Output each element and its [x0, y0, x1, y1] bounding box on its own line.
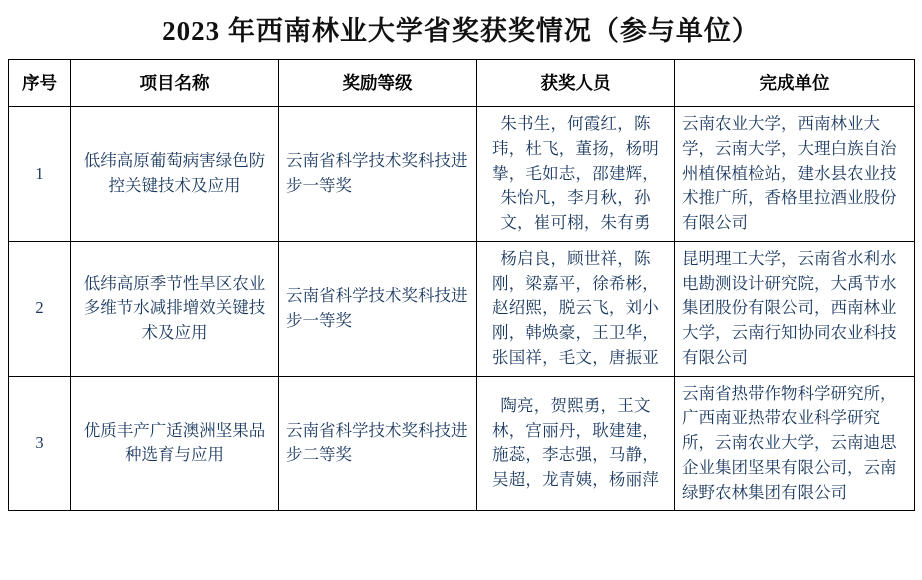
page-title: 2023 年西南林业大学省奖获奖情况（参与单位）: [162, 16, 760, 46]
table-header-row: [9, 60, 915, 107]
column-header-index: 序号: [9, 60, 71, 107]
cell-project: 优质丰产广适澳洲坚果品种选育与应用: [71, 376, 279, 511]
cell-index: 2: [9, 241, 71, 376]
cell-people: 陶亮，贺熙勇，王文林，宫丽丹，耿建建，施蕊，李志强，马静，吴超，龙青姨，杨丽萍: [477, 376, 675, 511]
table-row: [9, 107, 915, 242]
cell-project: 低纬高原葡萄病害绿色防控关键技术及应用: [71, 107, 279, 242]
cell-organizations: 云南农业大学，西南林业大学，云南大学，大理白族自治州植保植检站，建水县农业技术推广所，香格里拉酒业股份有限公司: [675, 107, 915, 242]
table-row: [9, 376, 915, 511]
cell-project: 低纬高原季节性旱区农业多维节水减排增效关键技术及应用: [71, 241, 279, 376]
column-header-level: 奖励等级: [279, 60, 477, 107]
cell-people: 朱书生，何霞红，陈玮，杜飞，董扬，杨明挚，毛如志，邵建辉，朱怡凡，李月秋，孙文，崔可栩，朱有勇: [477, 107, 675, 242]
column-header-organizations: 完成单位: [675, 60, 915, 107]
cell-index: 1: [9, 107, 71, 242]
cell-level: 云南省科学技术奖科技进步一等奖: [279, 241, 477, 376]
cell-organizations: 云南省热带作物科学研究所，广西南亚热带农业科学研究所，云南农业大学，云南迪思企业集团坚果有限公司，云南绿野农林集团有限公司: [675, 376, 915, 511]
cell-level: 云南省科学技术奖科技进步二等奖: [279, 376, 477, 511]
cell-level: 云南省科学技术奖科技进步一等奖: [279, 107, 477, 242]
table-row: [9, 241, 915, 376]
award-table: [8, 59, 915, 511]
cell-index: 3: [9, 376, 71, 511]
table-body: [9, 107, 915, 511]
cell-people: 杨启良，顾世祥，陈刚，梁嘉平，徐希彬，赵绍熙，脱云飞，刘小刚，韩焕豪，王卫华，张国祥，毛文，唐振亚: [477, 241, 675, 376]
cell-organizations: 昆明理工大学，云南省水利水电勘测设计研究院，大禹节水集团股份有限公司，西南林业大学，云南行知协同农业科技有限公司: [675, 241, 915, 376]
column-header-project: 项目名称: [71, 60, 279, 107]
table-header: [9, 60, 915, 107]
column-header-people: 获奖人员: [477, 60, 675, 107]
